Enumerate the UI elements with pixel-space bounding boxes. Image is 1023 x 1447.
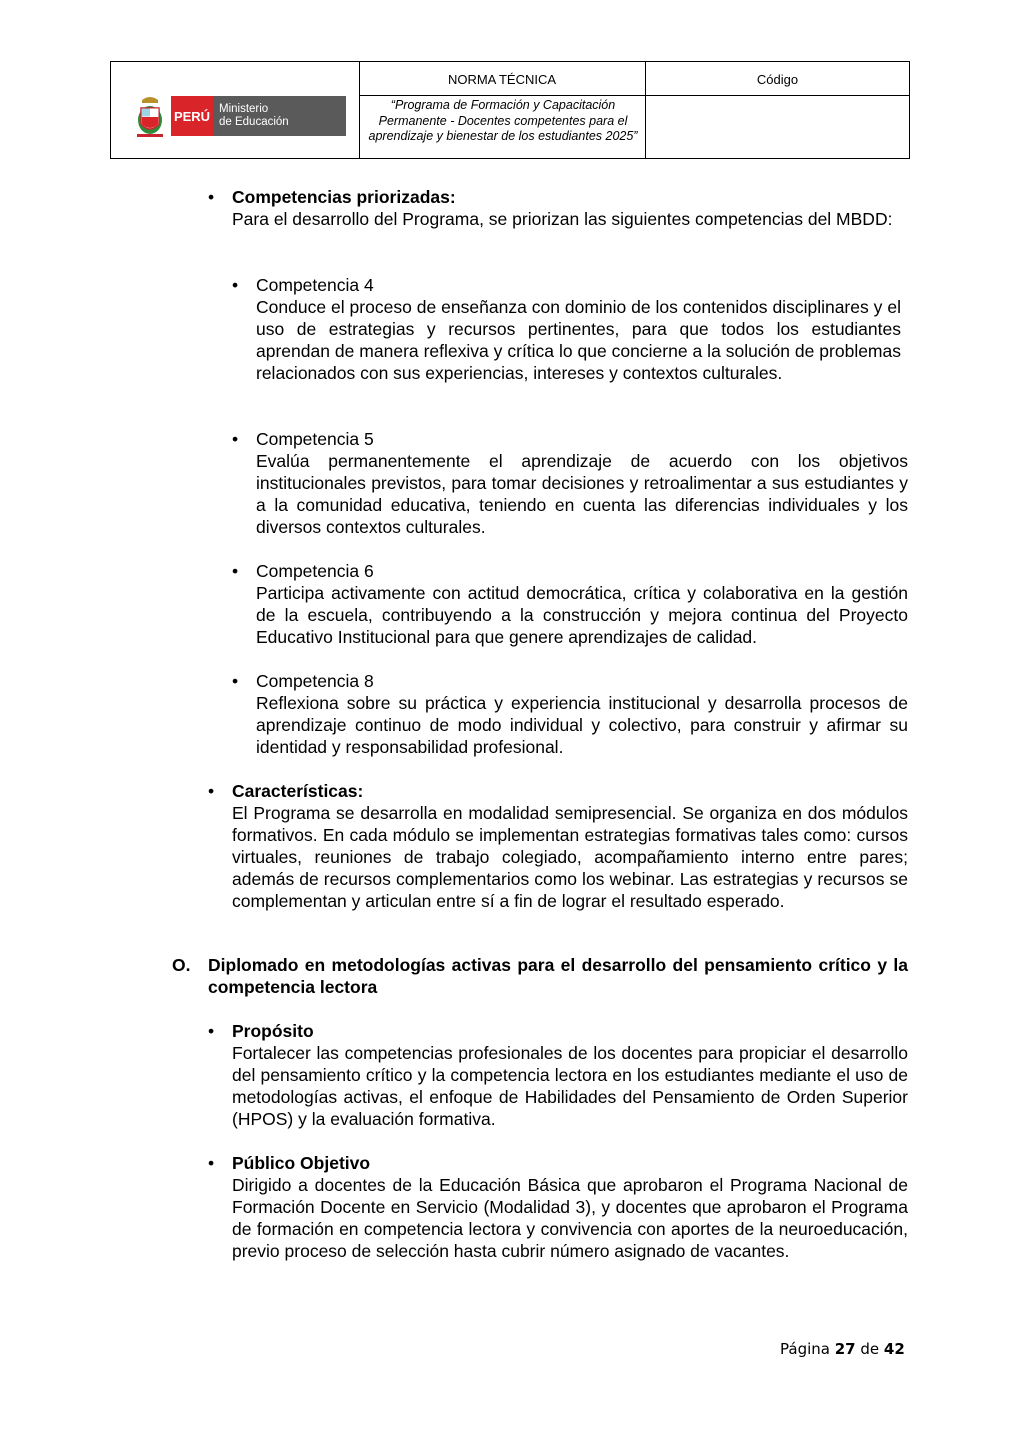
logo-country: PERÚ	[171, 96, 213, 136]
publico-title: Público Objetivo	[232, 1153, 371, 1173]
document-header-table	[110, 61, 910, 159]
programa-title: “Programa de Formación y Capacitación Permanente - Docentes competentes para el aprendizaje y bienestar de los estudiantes 2025”	[368, 98, 638, 143]
proposito-text: Fortalecer las competencias profesionales de los docentes para propiciar el desarrollo del pensamiento crítico y la competencia lectora en los estudiantes mediante el uso de metodologías activas, el enfoque de Habilidades del Pensamiento de Orden Superior (HPOS) y la evaluación formativa.	[232, 1043, 908, 1129]
norma-tecnica-label: NORMA TÉCNICA	[447, 71, 557, 87]
competencias-title: Competencias priorizadas:	[232, 187, 456, 207]
section-letter: O.	[172, 955, 191, 975]
page-number	[780, 1340, 905, 1358]
bullet-icon: •	[232, 429, 239, 449]
competencia-4-name: Competencia 4	[256, 275, 374, 295]
current-page: 27	[834, 1340, 856, 1358]
publico-text: Dirigido a docentes de la Educación Básica que aprobaron el Programa Nacional de Formación Docente en Servicio (Modalidad 3), y docentes que aprobaron el Programa de formación en competencia lectora y convivencia con aportes de la neuroeducación, previo proceso de selección hasta cubrir número asignado de vacantes.	[232, 1175, 908, 1261]
caracteristicas-text: El Programa se desarrolla en modalidad semipresencial. Se organiza en dos módulos formativos. En cada módulo se implementan estrategias formativas tales como: cursos virtuales, reuniones de trabajo colegiado, acompañamiento interno entre pares; además de recursos complementarios como los webinar. Las estrategias y recursos se complementan y articulan entre sí a fin de lograr el resultado esperado.	[232, 803, 908, 911]
competencia-8-text: Reflexiona sobre su práctica y experiencia institucional y desarrolla procesos de aprendizaje continuo de modo individual y colectivo, para construir y afirmar su identidad y responsabilidad profesional.	[256, 693, 908, 757]
de-label: de	[860, 1340, 880, 1358]
logo-ministry-name	[213, 96, 346, 136]
codigo-label: Código	[756, 71, 799, 87]
competencia-4-text: Conduce el proceso de enseñanza con dominio de los contenidos disciplinares y el uso de estrategias y recursos pertinentes, para que todos los estudiantes aprendan de manera reflexiva y crítica lo que concierne a la solución de problemas relacionados con sus experiencias, intereses y contextos culturales.	[256, 297, 901, 383]
bullet-icon: •	[208, 1021, 215, 1041]
bullet-icon: •	[232, 275, 239, 295]
logo-line-1: Ministerio	[219, 103, 269, 115]
logo-line-2: de Educación	[219, 116, 289, 128]
competencias-intro: Para el desarrollo del Programa, se priorizan las siguientes competencias del MBDD:	[232, 209, 893, 229]
ministry-logo	[133, 94, 351, 138]
competencia-5-text: Evalúa permanentemente el aprendizaje de acuerdo con los objetivos institucionales previstos, para tomar decisiones y retroalimentar a sus estudiantes y a la comunidad educativa, teniendo en cuenta las diferencias individuales y los diversos contextos culturales.	[256, 451, 908, 537]
competencia-6-text: Participa activamente con actitud democrática, crítica y colaborativa en la gestión de la escuela, contribuyendo a la construcción y mejora continua del Proyecto Educativo Institucional para que genere aprendizajes de calidad.	[256, 583, 908, 647]
proposito-title: Propósito	[232, 1021, 314, 1041]
bullet-icon: •	[232, 561, 239, 581]
diplomado-title: Diplomado en metodologías activas para el desarrollo del pensamiento crítico y la competencia lectora	[208, 955, 908, 997]
total-pages: 42	[883, 1340, 905, 1358]
bullet-icon: •	[232, 671, 239, 691]
caracteristicas-title: Características:	[232, 781, 364, 801]
pagina-label: Página	[780, 1340, 830, 1358]
coat-of-arms-icon	[133, 94, 167, 138]
competencia-5-name: Competencia 5	[256, 429, 374, 449]
bullet-icon: •	[208, 781, 215, 801]
bullet-icon: •	[208, 1153, 215, 1173]
competencia-6-name: Competencia 6	[256, 561, 374, 581]
bullet-icon: •	[208, 187, 215, 207]
competencia-8-name: Competencia 8	[256, 671, 374, 691]
